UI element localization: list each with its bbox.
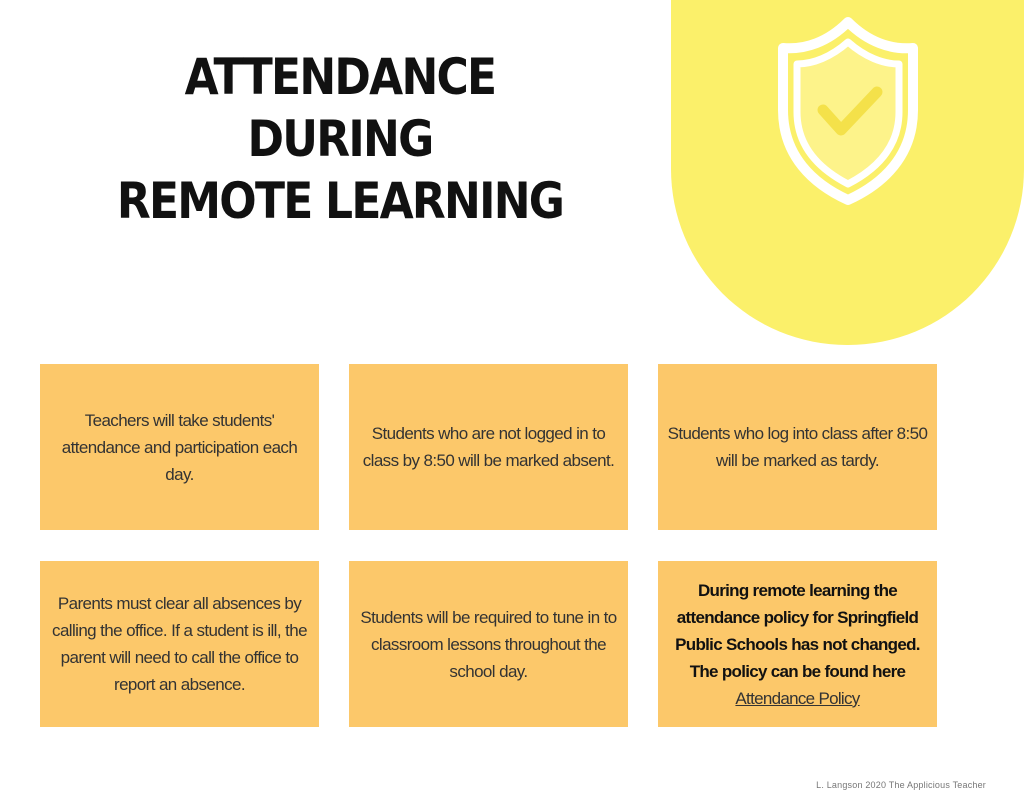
info-card-text: During remote learning the attendance policy for Springfield Public Schools has not changed. The policy can be found here xyxy=(675,580,920,681)
footer-credit: L. Langson 2020 The Applicious Teacher xyxy=(816,780,986,790)
info-card-text: Students who log into class after 8:50 will be marked as tardy. xyxy=(667,424,928,470)
info-card-tune-in xyxy=(349,561,628,727)
info-card-absent-rule xyxy=(349,364,628,530)
page-title xyxy=(111,46,569,232)
info-card-clear-absences xyxy=(40,561,319,727)
info-card-text: Teachers will take students' attendance and participation each day. xyxy=(61,410,298,484)
info-card-policy xyxy=(658,561,937,727)
info-card-teacher-attendance xyxy=(40,364,319,530)
info-card-text: Students will be required to tune in to classroom lessons throughout the school day. xyxy=(360,607,617,681)
shield-check-icon xyxy=(773,14,923,206)
page-title-line-1: ATTENDANCE DURING xyxy=(184,48,496,168)
shield-panel xyxy=(671,0,1024,345)
info-card-text: Students who are not logged in to class by 8:50 will be marked absent. xyxy=(362,424,615,470)
attendance-policy-link[interactable]: Attendance Policy xyxy=(735,688,860,708)
info-card-policy-content xyxy=(664,577,931,712)
page-title-line-2: REMOTE LEARNING xyxy=(116,172,564,230)
info-card-text: Parents must clear all absences by calling the office. If a student is ill, the parent will need to call the office to report an absence. xyxy=(52,594,307,694)
info-card-tardy-rule xyxy=(658,364,937,530)
